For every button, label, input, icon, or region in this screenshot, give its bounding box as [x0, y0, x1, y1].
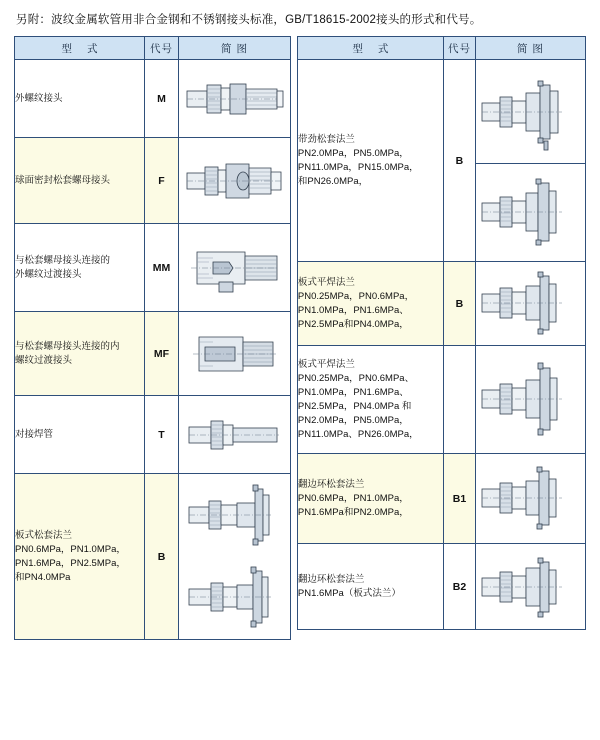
- type-cell: 板式平焊法兰 PN0.25MPa，PN0.6MPa、 PN1.0MPa，PN1.6MPa、 PN2.5MPa，PN4.0MPa 和 PN2.0MPa，PN5.0MPa， PN11.0MPa、PN26.0MPa，: [297, 346, 443, 454]
- ribbed-loose-flange-icon-bottom: [478, 171, 582, 255]
- right-spec-table: [297, 36, 586, 630]
- left-spec-table: [14, 36, 291, 640]
- type-cell: 与松套螺母接头连接的内 螺纹过渡接头: [15, 312, 145, 396]
- table-header-row: [15, 37, 291, 60]
- type-cell: 翻边环松套法兰 PN1.6MPa（板式法兰）: [297, 544, 443, 630]
- figure-cell-threaded-male-fitting: [179, 60, 291, 138]
- spec-tables: [14, 36, 586, 640]
- code-cell: F: [145, 138, 179, 224]
- spherical-seal-union-nut-icon: [183, 152, 287, 210]
- figure-cell-female-thread-transition: [179, 312, 291, 396]
- figure-cell-plate-flat-weld-flange: [475, 262, 585, 346]
- table-header-row: [297, 37, 585, 60]
- table-row: [15, 396, 291, 474]
- figure-cell-ribbed-loose-flange-top: [475, 60, 585, 164]
- column-header-type: 型 式: [297, 37, 443, 60]
- female-thread-transition-icon: [183, 325, 287, 383]
- code-cell: B1: [443, 454, 475, 544]
- type-cell: 翻边环松套法兰 PN0.6MPa，PN1.0MPa， PN1.6MPa和PN2.0MPa，: [297, 454, 443, 544]
- column-header-code: 代号: [443, 37, 475, 60]
- table-row: [15, 60, 291, 138]
- table-row: [15, 312, 291, 396]
- page-title: 另附：波纹金属软管用非合金钢和不锈钢接头标准，GB/T18615-2002接头的形式和代号。: [16, 14, 482, 26]
- type-cell: 板式松套法兰 PN0.6MPa，PN1.0MPa， PN1.6MPa，PN2.5MPa， 和PN4.0MPa: [15, 474, 145, 640]
- table-row: [297, 544, 585, 630]
- code-cell: B: [145, 474, 179, 640]
- male-thread-transition-icon: [183, 238, 287, 298]
- figure-cell-male-thread-transition: [179, 224, 291, 312]
- plate-loose-flange-icon-bottom: [183, 557, 287, 637]
- code-cell: B: [443, 60, 475, 262]
- threaded-male-fitting-icon: [183, 71, 287, 127]
- column-header-code: 代号: [145, 37, 179, 60]
- plate-flat-weld-flange-icon-2: [478, 352, 582, 448]
- plate-flat-weld-flange-icon: [478, 266, 582, 342]
- butt-weld-pipe-icon: [183, 409, 287, 461]
- figure-cell-plate-loose-flange-pair: [179, 474, 291, 640]
- table-row: [15, 138, 291, 224]
- column-header-figure: 简 图: [475, 37, 585, 60]
- column-header-type: 型 式: [15, 37, 145, 60]
- type-cell: 带劲松套法兰 PN2.0MPa，PN5.0MPa， PN11.0MPa，PN15.0MPa， 和PN26.0MPa，: [297, 60, 443, 262]
- type-cell: 球面密封松套螺母接头: [15, 138, 145, 224]
- figure-cell-ribbed-loose-flange-bottom: [475, 164, 585, 262]
- code-cell: [443, 346, 475, 454]
- table-row: [297, 60, 585, 164]
- lap-joint-flange-icon: [478, 459, 582, 539]
- code-cell: MF: [145, 312, 179, 396]
- figure-cell-butt-weld-pipe: [179, 396, 291, 474]
- column-header-figure: 简 图: [179, 37, 291, 60]
- lap-joint-flange-plate-icon: [478, 548, 582, 626]
- code-cell: B: [443, 262, 475, 346]
- type-cell: 板式平焊法兰 PN0.25MPa，PN0.6MPa， PN1.0MPa，PN1.6MPa、 PN2.5MPa和PN4.0MPa，: [297, 262, 443, 346]
- type-cell: 与松套螺母接头连接的 外螺纹过渡接头: [15, 224, 145, 312]
- figure-cell-spherical-seal-union-nut: [179, 138, 291, 224]
- table-row: [297, 346, 585, 454]
- table-row: [297, 262, 585, 346]
- table-row: [297, 454, 585, 544]
- figure-cell-plate-flat-weld-flange-2: [475, 346, 585, 454]
- code-cell: B2: [443, 544, 475, 630]
- table-row: [15, 474, 291, 640]
- figure-cell-lap-joint-flange: [475, 454, 585, 544]
- code-cell: T: [145, 396, 179, 474]
- plate-loose-flange-icon-top: [183, 477, 287, 557]
- figure-cell-lap-joint-flange-plate: [475, 544, 585, 630]
- type-cell: 外螺纹接头: [15, 60, 145, 138]
- code-cell: M: [145, 60, 179, 138]
- type-cell: 对接焊管: [15, 396, 145, 474]
- table-row: [15, 224, 291, 312]
- ribbed-loose-flange-icon-top: [478, 69, 582, 155]
- code-cell: MM: [145, 224, 179, 312]
